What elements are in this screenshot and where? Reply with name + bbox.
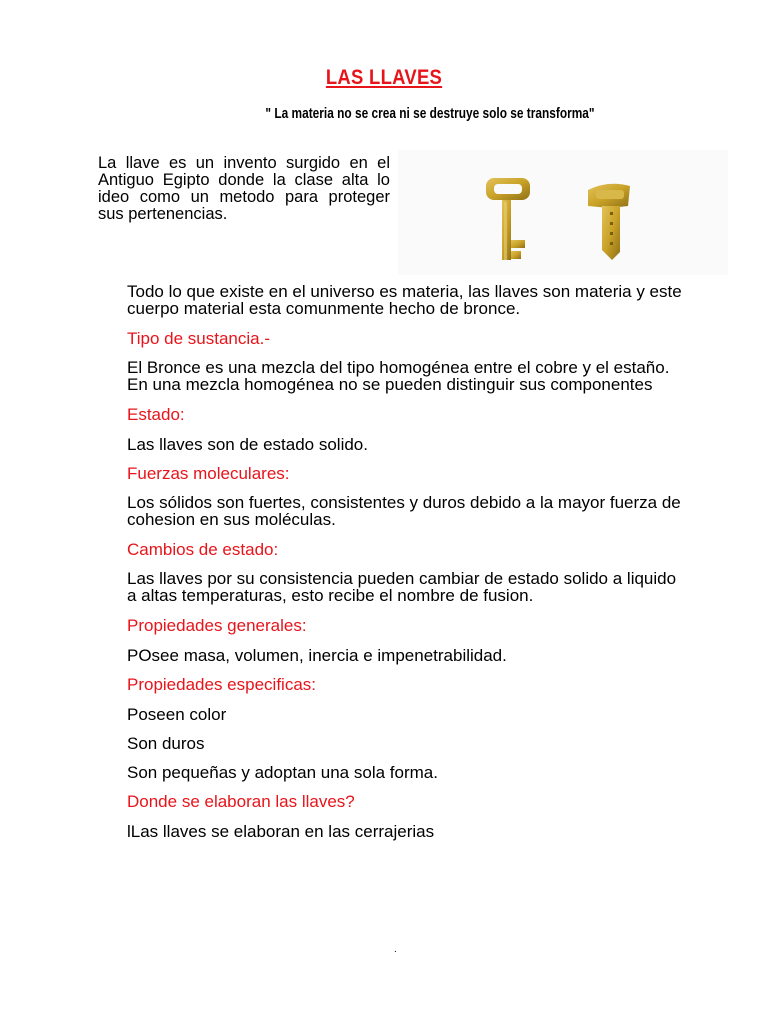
especificas-color: Poseen color (127, 705, 227, 724)
especificas-pequenas: Son pequeñas y adoptan una sola forma. (127, 763, 438, 782)
old-key-icon (486, 178, 530, 260)
heading-fuerzas: Fuerzas moleculares: (127, 464, 290, 483)
body-text (127, 283, 687, 851)
two-golden-keys-illustration (398, 150, 728, 275)
page-title: LAS LLAVES (325, 66, 443, 89)
heading-especificas: Propiedades especificas: (127, 675, 317, 694)
cambios-paragraph: Las llaves por su consistencia pueden cambiar de estado solido a liquido a altas temperaturas, esto recibe el nombre de fusion. (127, 569, 677, 605)
heading-generales: Propiedades generales: (127, 616, 307, 635)
fuerzas-paragraph: Los sólidos son fuertes, consistentes y duros debido a la mayor fuerza de cohesion en sus moléculas. (127, 493, 681, 529)
especificas-duros: Son duros (127, 734, 205, 753)
heading-donde: Donde se elaboran las llaves? (127, 792, 355, 811)
heading-sustancia: Tipo de sustancia.- (127, 329, 270, 348)
keys-image (398, 150, 728, 275)
quote: " La materia no se crea ni se destruye solo se transforma" (265, 106, 595, 122)
modern-key-icon (588, 184, 630, 260)
sustancia-paragraph: El Bronce es una mezcla del tipo homogénea entre el cobre y el estaño. En una mezcla homogénea no se pueden distinguir sus componentes (127, 358, 670, 394)
heading-cambios: Cambios de estado: (127, 540, 279, 559)
intro-paragraph: La llave es un invento surgido en el Antiguo Egipto donde la clase alta lo ideo como un metodo para proteger sus pertenencias. (98, 154, 390, 223)
generales-paragraph: POsee masa, volumen, inercia e impenetrabilidad. (127, 646, 507, 665)
universe-paragraph: Todo lo que existe en el universo es materia, las llaves son materia y este cuerpo material esta comunmente hecho de bronce. (127, 282, 682, 318)
donde-paragraph: lLas llaves se elaboran en las cerrajerias (127, 822, 435, 841)
estado-paragraph: Las llaves son de estado solido. (127, 435, 368, 454)
footer-mark: . (394, 944, 397, 955)
heading-estado: Estado: (127, 405, 185, 424)
